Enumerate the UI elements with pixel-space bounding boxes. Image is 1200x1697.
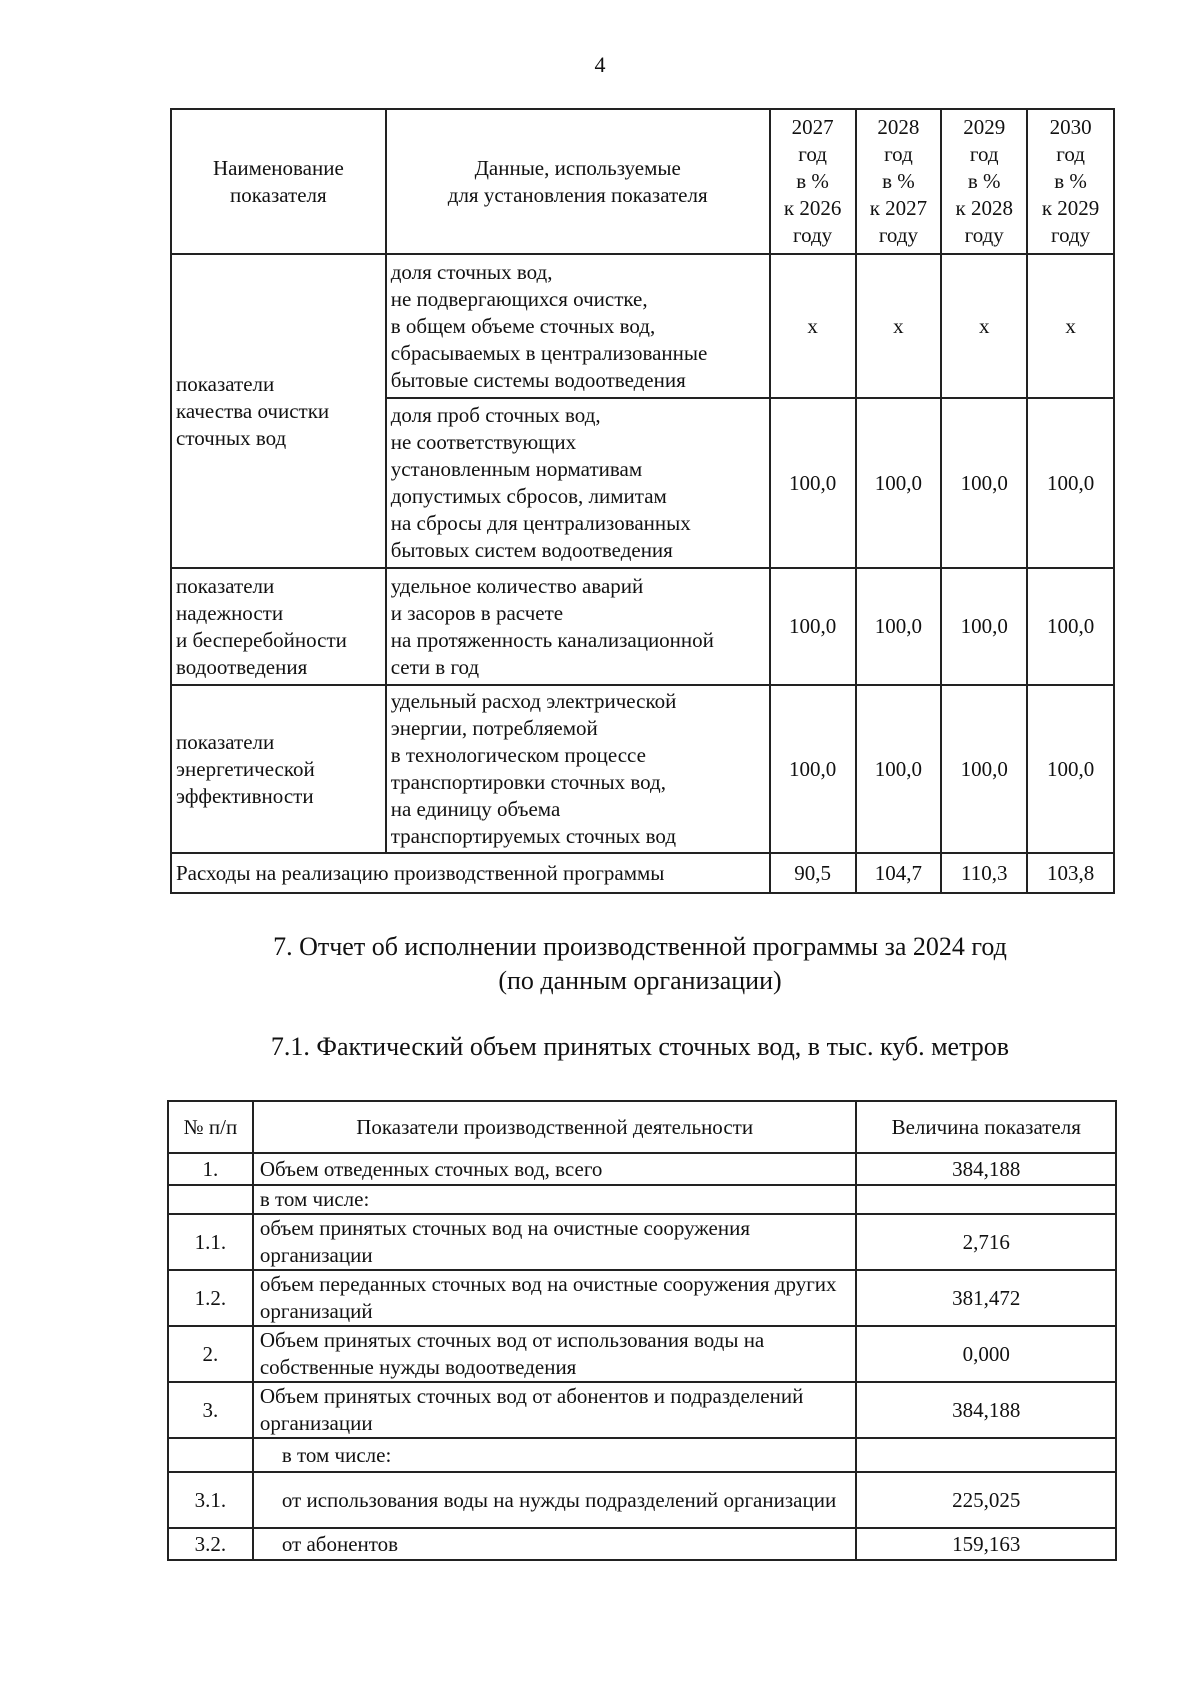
table-row	[168, 1382, 1116, 1438]
row-number: 3.2.	[168, 1528, 253, 1560]
row-number: 1.2.	[168, 1270, 253, 1326]
section-7-subtitle: (по данным организации)	[498, 966, 782, 995]
table-row	[168, 1326, 1116, 1382]
header-indicator-name: Наименование показателя	[171, 109, 386, 254]
header-year-2028: 2028 год в % к 2027 году	[856, 109, 942, 254]
expenses-label: Расходы на реализацию производственной программы	[171, 853, 770, 893]
page-number: 4	[594, 52, 606, 77]
table-row	[171, 568, 1114, 685]
indicator-data: удельный расход электрической энергии, потребляемой в технологическом процессе транспортировки сточных вод, на единицу объема транспортируемых сточных вод	[386, 685, 770, 853]
row-indicator: от использования воды на нужды подразделений организации	[253, 1472, 857, 1528]
row-number: 2.	[168, 1326, 253, 1382]
row-value: 381,472	[856, 1270, 1116, 1326]
header-year-2029: 2029 год в % к 2028 году	[941, 109, 1027, 254]
value-cell: x	[941, 254, 1027, 398]
table-row	[171, 254, 1114, 398]
section-7-heading	[40, 930, 1200, 998]
row-indicator: Объем принятых сточных вод от использования воды на собственные нужды водоотведения	[253, 1326, 857, 1382]
indicators-table	[170, 108, 1115, 894]
value-cell: 100,0	[941, 568, 1027, 685]
row-value	[856, 1438, 1116, 1472]
row-value: 2,716	[856, 1214, 1116, 1270]
row-number	[168, 1438, 253, 1472]
value-cell: 103,8	[1027, 853, 1114, 893]
header-year-2027: 2027 год в % к 2026 году	[770, 109, 856, 254]
table-row	[171, 685, 1114, 853]
row-number: 3.	[168, 1382, 253, 1438]
table-row	[168, 1472, 1116, 1528]
section-7-1-heading: 7.1. Фактический объем принятых сточных вод, в тыс. куб. метров	[270, 1032, 1010, 1061]
table-row	[168, 1214, 1116, 1270]
row-value: 384,188	[856, 1382, 1116, 1438]
table-row	[168, 1270, 1116, 1326]
row-indicator: в том числе:	[253, 1438, 857, 1472]
indicator-name-reliability: показатели надежности и бесперебойности водоотведения	[171, 568, 386, 685]
wastewater-volume-table	[167, 1100, 1117, 1561]
indicator-data: удельное количество аварий и засоров в расчете на протяженность канализационной сети в год	[386, 568, 770, 685]
value-cell: 100,0	[770, 568, 856, 685]
volume-header-row	[168, 1101, 1116, 1153]
row-indicator: Объем отведенных сточных вод, всего	[253, 1153, 857, 1185]
table-row	[168, 1438, 1116, 1472]
indicator-name-energy: показатели энергетической эффективности	[171, 685, 386, 853]
value-cell: 100,0	[941, 685, 1027, 853]
row-value: 159,163	[856, 1528, 1116, 1560]
row-indicator: объем принятых сточных вод на очистные сооружения организации	[253, 1214, 857, 1270]
row-value: 225,025	[856, 1472, 1116, 1528]
value-cell: 110,3	[941, 853, 1027, 893]
row-value: 384,188	[856, 1153, 1116, 1185]
value-cell: x	[856, 254, 942, 398]
indicator-data: доля проб сточных вод, не соответствующих установленным нормативам допустимых сбросов, лимитам на сбросы для централизованных бытовых систем водоотведения	[386, 398, 770, 568]
row-indicator: в том числе:	[253, 1185, 857, 1214]
indicator-data: доля сточных вод, не подвергающихся очистке, в общем объеме сточных вод, сбрасываемых в централизованные бытовые системы водоотведения	[386, 254, 770, 398]
value-cell: 100,0	[1027, 398, 1114, 568]
value-cell: 100,0	[941, 398, 1027, 568]
expenses-row	[171, 853, 1114, 893]
row-value	[856, 1185, 1116, 1214]
value-cell: x	[770, 254, 856, 398]
row-indicator: объем переданных сточных вод на очистные сооружения других организаций	[253, 1270, 857, 1326]
section-7-title: 7. Отчет об исполнении производственной программы за 2024 год	[273, 932, 1007, 961]
value-cell: 90,5	[770, 853, 856, 893]
row-value: 0,000	[856, 1326, 1116, 1382]
row-number: 1.	[168, 1153, 253, 1185]
value-cell: 100,0	[1027, 568, 1114, 685]
table-row	[168, 1185, 1116, 1214]
row-indicator: Объем принятых сточных вод от абонентов и подразделений организации	[253, 1382, 857, 1438]
header-year-2030: 2030 год в % к 2029 году	[1027, 109, 1114, 254]
value-cell: 100,0	[770, 398, 856, 568]
row-number: 1.1.	[168, 1214, 253, 1270]
row-indicator: от абонентов	[253, 1528, 857, 1560]
value-cell: 104,7	[856, 853, 942, 893]
indicators-header-row	[171, 109, 1114, 254]
table-row	[168, 1528, 1116, 1560]
table-row	[168, 1153, 1116, 1185]
row-number: 3.1.	[168, 1472, 253, 1528]
value-cell: x	[1027, 254, 1114, 398]
header-number: № п/п	[168, 1101, 253, 1153]
value-cell: 100,0	[1027, 685, 1114, 853]
value-cell: 100,0	[770, 685, 856, 853]
value-cell: 100,0	[856, 568, 942, 685]
value-cell: 100,0	[856, 398, 942, 568]
header-indicators: Показатели производственной деятельности	[253, 1101, 857, 1153]
indicator-name-quality: показатели качества очистки сточных вод	[171, 254, 386, 568]
row-number	[168, 1185, 253, 1214]
header-value: Величина показателя	[856, 1101, 1116, 1153]
value-cell: 100,0	[856, 685, 942, 853]
header-data-used: Данные, используемые для установления показателя	[386, 109, 770, 254]
